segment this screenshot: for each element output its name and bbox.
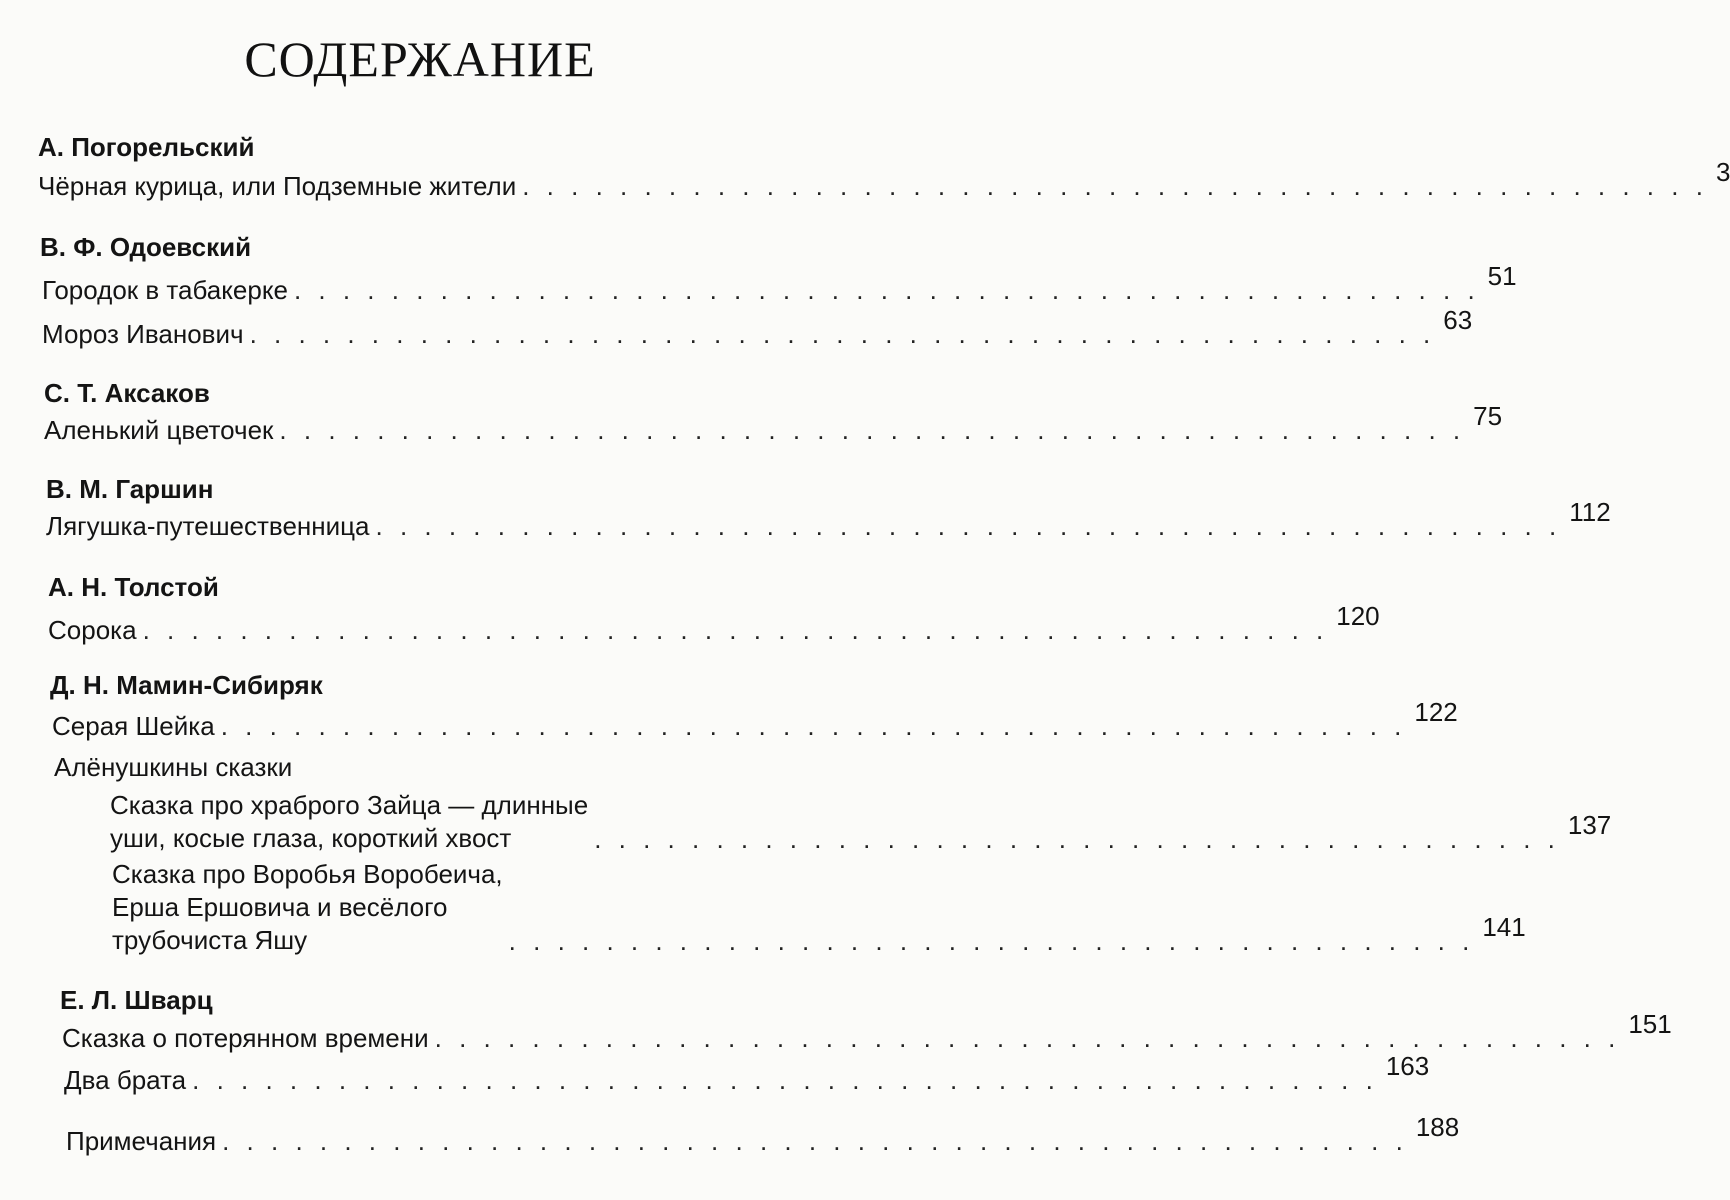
entry-title: Городок в табакерке xyxy=(42,275,288,305)
page-number: 137 xyxy=(1567,810,1612,840)
author-tolstoy: А. Н. Толстой xyxy=(48,572,219,602)
leader-dots: . . . . . . . . . . . . . . . . . . . . . . . . . . . . . . . . . . . . . . . . . . . . . . . . . xyxy=(434,1023,1621,1053)
entry-title: Лягушка-путешественница xyxy=(46,511,370,541)
author-odoevsky: В. Ф. Одоевский xyxy=(40,232,252,262)
page-number: 188 xyxy=(1415,1112,1460,1142)
toc-entry-notes[interactable] xyxy=(66,1112,1460,1157)
entry-title-line: трубочиста Яшу xyxy=(112,925,308,955)
toc-entry[interactable] xyxy=(110,789,1612,855)
leader-dots: . . . . . . . . . . . . . . . . . . . . . . . . . . . . . . . . . . . . . . . . . . . . . . . . . xyxy=(522,171,1708,201)
page-number: 151 xyxy=(1628,1009,1672,1039)
entry-title-block xyxy=(110,789,588,855)
entry-title-line: Ерша Ершовича и весёлого xyxy=(112,892,448,922)
toc-entry[interactable] xyxy=(42,305,1473,350)
leader-dots: . . . . . . . . . . . . . . . . . . . . . . . . . . . . . . . . . . . . . . . . . . . . . . . . . xyxy=(142,615,1329,645)
toc-entry[interactable] xyxy=(46,497,1611,542)
toc-entry[interactable] xyxy=(44,401,1503,446)
page-number: 163 xyxy=(1385,1051,1430,1081)
entry-title-line: уши, косые глаза, короткий хвост xyxy=(110,823,512,853)
entry-title: Мороз Иванович xyxy=(42,319,244,349)
author-aksakov: С. Т. Аксаков xyxy=(44,378,210,408)
toc-entry[interactable] xyxy=(52,697,1458,742)
leader-dots: . . . . . . . . . . . . . . . . . . . . . . . . . . . . . . . . . . . . . . . . xyxy=(508,926,1475,956)
author-shvarts: Е. Л. Шварц xyxy=(60,985,213,1015)
entry-title: Примечания xyxy=(66,1126,217,1156)
leader-dots: . . . . . . . . . . . . . . . . . . . . . . . . . . . . . . . . . . . . . . . . xyxy=(594,824,1560,854)
entry-title: Аленький цветочек xyxy=(44,415,274,445)
entry-title: Серая Шейка xyxy=(52,711,215,741)
toc-entry[interactable] xyxy=(112,858,1526,957)
toc-entry[interactable] xyxy=(64,1051,1430,1096)
toc-entry[interactable] xyxy=(48,601,1380,646)
page-number: 3 xyxy=(1715,157,1730,187)
page-number: 112 xyxy=(1569,497,1611,527)
page-number: 63 xyxy=(1443,305,1473,335)
leader-dots: . . . . . . . . . . . . . . . . . . . . . . . . . . . . . . . . . . . . . . . . . . . . . . . . . xyxy=(279,415,1466,445)
toc-entry[interactable] xyxy=(62,1009,1672,1054)
toc-entry[interactable] xyxy=(38,157,1730,202)
entry-title: Два брата xyxy=(64,1065,187,1095)
page-number: 120 xyxy=(1336,601,1380,631)
entry-title-line: Сказка про Воробья Воробеича, xyxy=(112,859,503,889)
leader-dots: . . . . . . . . . . . . . . . . . . . . . . . . . . . . . . . . . . . . . . . . . . . . . . . . . xyxy=(192,1065,1378,1095)
leader-dots: . . . . . . . . . . . . . . . . . . . . . . . . . . . . . . . . . . . . . . . . . . . . . . . . . xyxy=(220,711,1407,741)
page-number: 75 xyxy=(1473,401,1503,431)
leader-dots: . . . . . . . . . . . . . . . . . . . . . . . . . . . . . . . . . . . . . . . . . . . . . . . . . xyxy=(375,511,1562,541)
author-garshin: В. М. Гаршин xyxy=(46,474,214,504)
leader-dots: . . . . . . . . . . . . . . . . . . . . . . . . . . . . . . . . . . . . . . . . . . . . . . . . . xyxy=(249,319,1436,349)
entry-title: Чёрная курица, или Подземные жители xyxy=(38,171,517,201)
page-number: 51 xyxy=(1487,261,1517,291)
toc-entry[interactable] xyxy=(42,261,1517,306)
page-number: 141 xyxy=(1482,912,1526,942)
entry-title-block xyxy=(112,858,503,957)
author-mamin-sibiryak: Д. Н. Мамин-Сибиряк xyxy=(50,670,323,700)
subsection-title: Алёнушкины сказки xyxy=(54,752,293,782)
leader-dots: . . . . . . . . . . . . . . . . . . . . . . . . . . . . . . . . . . . . . . . . . . . . . . . . . xyxy=(222,1126,1408,1156)
page-title: СОДЕРЖАНИЕ xyxy=(244,31,596,87)
leader-dots: . . . . . . . . . . . . . . . . . . . . . . . . . . . . . . . . . . . . . . . . . . . . . . . . . xyxy=(293,275,1480,305)
page-number: 122 xyxy=(1414,697,1458,727)
entry-title: Сорока xyxy=(48,615,137,645)
author-pogorelsky: А. Погорельский xyxy=(38,132,255,162)
entry-title: Сказка о потерянном времени xyxy=(62,1023,429,1053)
entry-title-line: Сказка про храброго Зайца — длинные xyxy=(110,790,589,820)
